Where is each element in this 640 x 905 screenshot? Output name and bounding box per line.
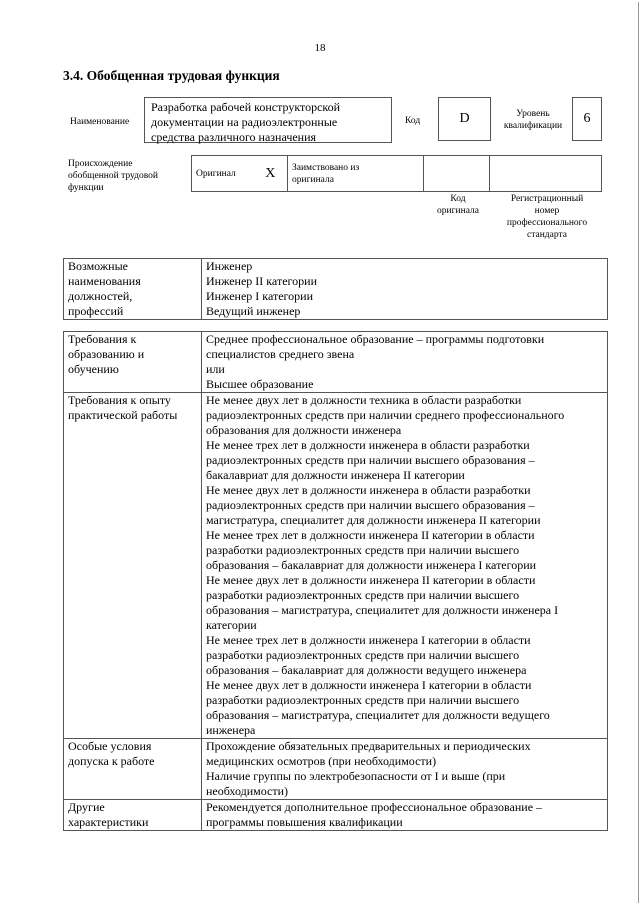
requirement-text-line: специалистов среднего звена xyxy=(206,347,355,361)
origin-label xyxy=(68,158,158,194)
reg-number-cell xyxy=(490,156,602,192)
position-item: Инженер I категории xyxy=(206,289,313,303)
original-label: Оригинал xyxy=(192,156,254,192)
requirement-text-line: или xyxy=(206,362,225,376)
requirement-text-line: радиоэлектронных средств при наличии среднего профессионального xyxy=(206,408,565,422)
requirement-text-line: разработки радиоэлектронных средств при наличии высшего xyxy=(206,648,520,662)
requirement-text-line: радиоэлектронных средств при наличии высшего образования – xyxy=(206,453,535,467)
requirement-label-line: образованию и xyxy=(68,347,145,361)
positions-values xyxy=(202,259,608,320)
function-name-line: документации на радиоэлектронные xyxy=(151,115,338,129)
requirement-text-line: категории xyxy=(206,618,257,632)
requirement-text-line: Рекомендуется дополнительное профессиональное образование – xyxy=(206,800,543,814)
positions-label-line: наименования xyxy=(68,274,141,288)
admission-conditions-text xyxy=(202,739,608,800)
requirement-text-line: Высшее образование xyxy=(206,377,314,391)
reg-number-label-line: Регистрационный xyxy=(510,194,584,204)
name-label: Наименование xyxy=(70,117,130,127)
requirement-text-line: образования – магистратура, специалитет для должности ведущего xyxy=(206,708,550,722)
positions-label-line: Возможные xyxy=(68,259,128,273)
function-name-line: средства различного назначения xyxy=(151,130,317,144)
requirement-text-line: разработки радиоэлектронных средств при наличии высшего xyxy=(206,543,520,557)
reg-number-label xyxy=(491,193,603,241)
function-name-box xyxy=(144,97,392,143)
requirement-text-line: инженера xyxy=(206,723,256,737)
requirement-text-line: Не менее двух лет в должности инженера I категории в области xyxy=(206,678,532,692)
qualification-level-box: 6 xyxy=(572,97,602,141)
position-item: Ведущий инженер xyxy=(206,304,301,318)
original-mark: X xyxy=(254,156,288,192)
requirement-text-line: образования – бакалавриат для должности инженера I категории xyxy=(206,558,537,572)
code-original-label-line: оригинала xyxy=(437,206,479,216)
position-item: Инженер II категории xyxy=(206,274,317,288)
requirement-text-line: разработки радиоэлектронных средств при наличии высшего xyxy=(206,693,520,707)
requirement-text-line: магистратура, специалитет для должности инженера II категории xyxy=(206,513,541,527)
qualification-level-label xyxy=(501,108,565,132)
borrowed-label xyxy=(288,156,424,192)
requirement-text-line: Не менее трех лет в должности инженера II категории в области xyxy=(206,528,535,542)
code-original-label xyxy=(425,193,491,217)
reg-number-label-line: стандарта xyxy=(527,230,567,240)
requirement-label-line: Требования к опыту xyxy=(68,393,171,407)
function-name-line: Разработка рабочей конструкторской xyxy=(151,100,341,114)
positions-row xyxy=(64,259,608,320)
requirement-text-line: программы повышения квалификации xyxy=(206,815,403,829)
education-requirements-label xyxy=(64,332,202,393)
requirement-text-line: Не менее трех лет в должности инженера I категории в области xyxy=(206,633,531,647)
requirement-text-line: Не менее двух лет в должности техника в области разработки xyxy=(206,393,522,407)
education-requirements-row xyxy=(64,332,608,393)
requirement-text-line: Прохождение обязательных предварительных и периодических xyxy=(206,739,531,753)
origin-label-line: функции xyxy=(68,183,104,193)
requirement-label-line: Особые условия xyxy=(68,739,152,753)
education-requirements-text xyxy=(202,332,608,393)
positions-table xyxy=(63,258,608,320)
requirement-text-line: образования – магистратура, специалитет для должности инженера I xyxy=(206,603,559,617)
requirement-label-line: Требования к xyxy=(68,332,137,346)
requirement-label-line: практической работы xyxy=(68,408,178,422)
requirement-text-line: образования – бакалавриат для должности ведущего инженера xyxy=(206,663,527,677)
requirement-text-line: Не менее трех лет в должности инженера в области разработки xyxy=(206,438,530,452)
code-original-cell xyxy=(424,156,490,192)
positions-label-line: должностей, xyxy=(68,289,133,303)
requirement-text-line: Не менее двух лет в должности инженера в области разработки xyxy=(206,483,531,497)
reg-number-label-line: профессионального xyxy=(506,218,588,228)
code-original-label-line: Код xyxy=(450,194,466,204)
requirement-text-line: медицинских осмотров (при необходимости) xyxy=(206,754,437,768)
requirement-text-line: радиоэлектронных средств при наличии высшего образования – xyxy=(206,498,535,512)
admission-conditions-row xyxy=(64,739,608,800)
requirement-label-line: характеристики xyxy=(68,815,149,829)
requirement-text-line: Не менее двух лет в должности инженера II категории в области xyxy=(206,573,536,587)
requirement-text-line: разработки радиоэлектронных средств при наличии высшего xyxy=(206,588,520,602)
origin-table xyxy=(191,155,602,192)
other-characteristics-label xyxy=(64,800,202,831)
reg-number-label-line: номер xyxy=(534,206,560,216)
other-characteristics-text xyxy=(202,800,608,831)
qualification-level-label-line: Уровень xyxy=(516,109,550,119)
requirement-label-line: допуска к работе xyxy=(68,754,155,768)
requirement-label-line: Другие xyxy=(68,800,105,814)
borrowed-label-line: Заимствовано из xyxy=(292,162,360,173)
requirement-label-line: обучению xyxy=(68,362,119,376)
requirement-text-line: бакалавриат для должности инженера II категории xyxy=(206,468,465,482)
page-number: 18 xyxy=(314,42,326,54)
code-value-box: D xyxy=(438,97,491,141)
experience-requirements-row xyxy=(64,393,608,739)
origin-label-line: обобщенной трудовой xyxy=(68,171,158,181)
requirement-text-line: Наличие группы по электробезопасности от I и выше (при xyxy=(206,769,506,783)
other-characteristics-row xyxy=(64,800,608,831)
requirement-text-line: образования для должности инженера xyxy=(206,423,402,437)
requirements-table xyxy=(63,331,608,831)
requirement-text-line: Среднее профессиональное образование – программы подготовки xyxy=(206,332,545,346)
qualification-level-label-line: квалификации xyxy=(503,121,563,131)
position-item: Инженер xyxy=(206,259,253,273)
experience-requirements-label xyxy=(64,393,202,739)
borrowed-label-line: оригинала xyxy=(292,174,334,185)
positions-label-line: профессий xyxy=(68,304,124,318)
positions-label xyxy=(64,259,202,320)
origin-label-line: Происхождение xyxy=(68,159,133,169)
section-title: 3.4. Обобщенная трудовая функция xyxy=(63,68,280,83)
requirement-text-line: необходимости) xyxy=(206,784,289,798)
experience-requirements-text xyxy=(202,393,608,739)
code-label: Код xyxy=(405,116,421,126)
admission-conditions-label xyxy=(64,739,202,800)
